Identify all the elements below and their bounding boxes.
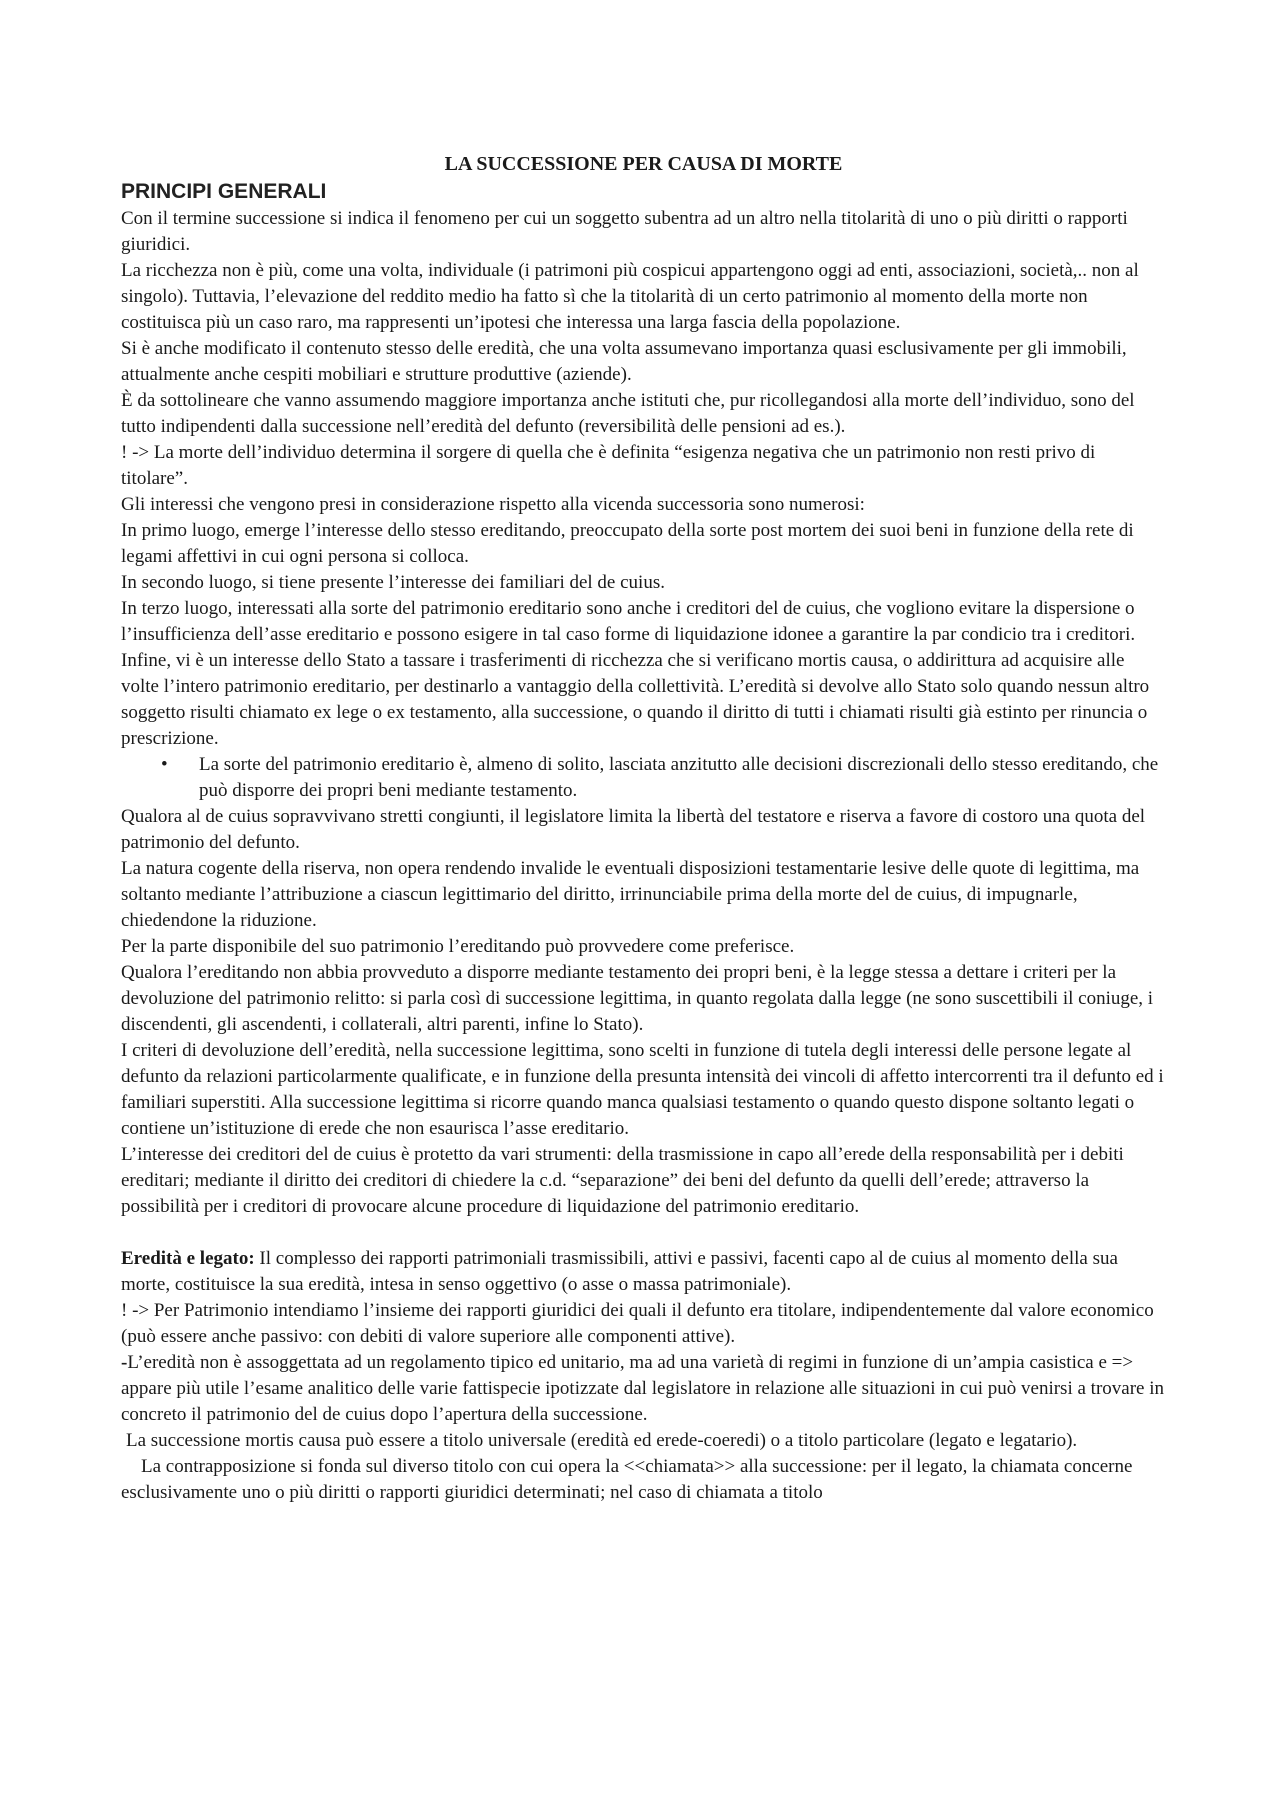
section-heading: PRINCIPI GENERALI	[121, 180, 327, 203]
paragraph: In primo luogo, emerge l’interesse dello stesso ereditando, preoccupato della sorte post mortem dei suoi beni in funzione della rete di legami affettivi in cui ogni persona si colloca.	[121, 520, 1134, 567]
bullet-text: La sorte del patrimonio ereditario è, almeno di solito, lasciata anzitutto alle decisioni discrezionali dello stesso ereditando, che può disporre dei propri beni mediante testamento.	[199, 754, 1159, 801]
regime-paragraph	[121, 1350, 1166, 1428]
paragraph: È da sottolineare che vanno assumendo maggiore importanza anche istituti che, pur ricollegandosi alla morte dell’individuo, sono del tutto indipendenti dalla successione nell’eredità del defunto (reversibilità delle pensioni ad es.).	[121, 390, 1135, 437]
paragraph: ! -> La morte dell’individuo determina il sorgere di quella che è definita “esigenza negativa che un patrimonio non resti privo di titolare”.	[121, 442, 1096, 489]
paragraph: Con il termine successione si indica il fenomeno per cui un soggetto subentra ad un altro nella titolarità di uno o più diritti o rapporti giuridici.	[121, 208, 1128, 255]
contrapposizione-paragraph: La contrapposizione si fonda sul diverso titolo con cui opera la <<chiamata>> alla successione: per il legato, la chiamata concerne esclusivamente uno o più diritti o rapporti giuridici determinati; nel caso di chiamata a titolo	[121, 1456, 1133, 1503]
regime-dash: -	[121, 1352, 128, 1373]
document-page	[121, 150, 1166, 1506]
universale-paragraph: La successione mortis causa può essere a titolo universale (eredità ed erede-coeredi) o a titolo particolare (legato e legatario).	[126, 1430, 1078, 1451]
paragraph: In secondo luogo, si tiene presente l’interesse dei familiari del de cuius.	[121, 572, 665, 593]
regime-text: L’eredità non è assoggettata ad un regolamento tipico ed unitario, ma ad una varietà di regimi in funzione di un’ampia casistica e => appare più utile l’esame analitico delle varie fattispecie ipotizzate dal legislatore in relazione alle situazioni in cui può venirsi a trovare in concreto il patrimonio del de cuius dopo l’apertura della successione.	[121, 1352, 1164, 1425]
paragraph: I criteri di devoluzione dell’eredità, nella successione legittima, sono scelti in funzione di tutela degli interessi delle persone legate al defunto da relazioni particolarmente qualificate, e in funzione della presunta intensità dei vincoli di affetto intercorrenti tra il defunto ed i familiari superstiti. Alla successione legittima si ricorre quando manca qualsiasi testamento o quando questo dispone soltanto legati o contiene un’istituzione di erede che non esaurisca l’asse ereditario.	[121, 1040, 1164, 1139]
paragraph: La natura cogente della riserva, non opera rendendo invalide le eventuali disposizioni testamentarie lesive delle quote di legittima, ma soltanto mediante l’attribuzione a ciascun legittimario del diritto, irrinunciabile prima della morte del de cuius, di impugnarle, chiedendone la riduzione.	[121, 858, 1140, 931]
blank-line	[121, 1220, 1166, 1246]
bullet-icon: •	[161, 754, 168, 775]
paragraph: Infine, vi è un interesse dello Stato a tassare i trasferimenti di ricchezza che si verificano mortis causa, o addirittura ad acquisire alle volte l’intero patrimonio ereditario, per destinarlo a vantaggio della collettività. L’eredità si devolve allo Stato solo quando nessun altro soggetto risulti chiamato ex lege o ex testamento, alla successione, o quando il diritto di tutti i chiamati risulti già estinto per rinuncia o prescrizione.	[121, 650, 1150, 749]
paragraph: Per la parte disponibile del suo patrimonio l’ereditando può provvedere come preferisce.	[121, 936, 795, 957]
paragraph: In terzo luogo, interessati alla sorte del patrimonio ereditario sono anche i creditori del de cuius, che vogliono evitare la dispersione o l’insufficienza dell’asse ereditario e possono esigere in tal caso forme di liquidazione idonee a garantire la par condicio tra i creditori.	[121, 598, 1136, 645]
patrimonio-note: ! -> Per Patrimonio intendiamo l’insieme dei rapporti giuridici dei quali il defunto era titolare, indipendentemente dal valore economico (può essere anche passivo: con debiti di valore superiore alle componenti attive).	[121, 1300, 1154, 1347]
eredita-paragraph	[121, 1246, 1166, 1298]
paragraph: L’interesse dei creditori del de cuius è protetto da vari strumenti: della trasmissione in capo all’erede della responsabilità per i debiti ereditari; mediante il diritto dei creditori di chiedere la c.d. “separazione” dei beni del defunto da quelli dell’erede; attraverso la possibilità per i creditori di provocare alcune procedure di liquidazione del patrimonio ereditario.	[121, 1144, 1124, 1217]
paragraph: La ricchezza non è più, come una volta, individuale (i patrimoni più cospicui appartengono oggi ad enti, associazioni, società,.. non al singolo). Tuttavia, l’elevazione del reddito medio ha fatto sì che la titolarità di un certo patrimonio al momento della morte non costituisca più un caso raro, ma rappresenti un’ipotesi che interessa una larga fascia della popolazione.	[121, 260, 1139, 333]
paragraph: Qualora al de cuius sopravvivano stretti congiunti, il legislatore limita la libertà del testatore e riserva a favore di costoro una quota del patrimonio del defunto.	[121, 806, 1146, 853]
bullet-item	[121, 752, 1166, 804]
eredita-label: Eredità e legato:	[121, 1248, 255, 1269]
paragraph: Qualora l’ereditando non abbia provveduto a disporre mediante testamento dei propri beni, è la legge stessa a dettare i criteri per la devoluzione del patrimonio relitto: si parla così di successione legittima, in quanto regolata dalla legge (ne sono suscettibili il coniuge, i discendenti, gli ascendenti, i collaterali, altri parenti, infine lo Stato).	[121, 962, 1154, 1035]
paragraph: Si è anche modificato il contenuto stesso delle eredità, che una volta assumevano importanza quasi esclusivamente per gli immobili, attualmente anche cespiti mobiliari e strutture produttive (aziende).	[121, 338, 1127, 385]
document-title: LA SUCCESSIONE PER CAUSA DI MORTE	[444, 153, 843, 175]
eredita-text: Il complesso dei rapporti patrimoniali trasmissibili, attivi e passivi, facenti capo al de cuius al momento della sua morte, costituisce la sua eredità, intesa in senso oggettivo (o asse o massa patrimoniale).	[121, 1248, 1118, 1295]
paragraph: Gli interessi che vengono presi in considerazione rispetto alla vicenda successoria sono numerosi:	[121, 494, 865, 515]
